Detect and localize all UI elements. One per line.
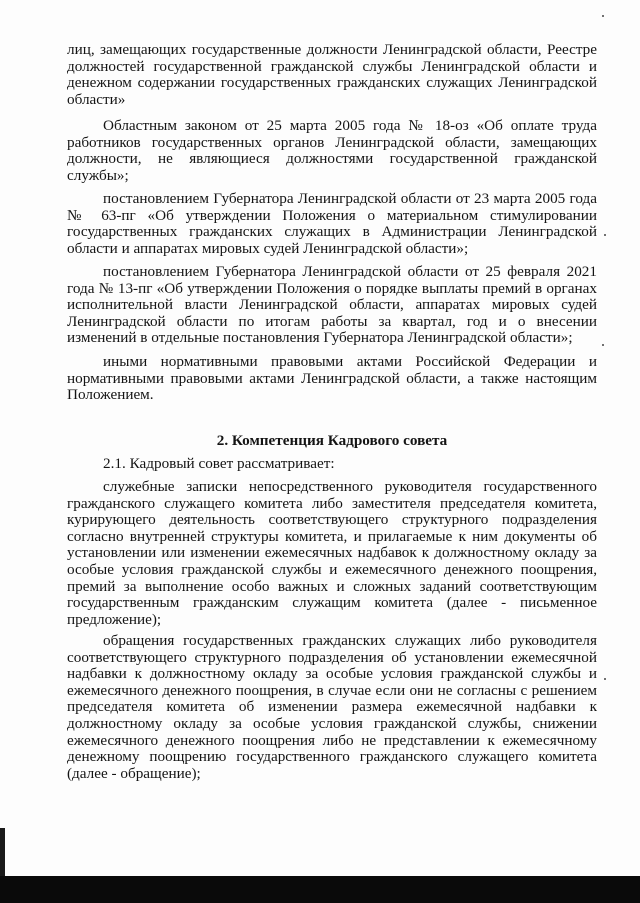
section-heading: 2. Компетенция Кадрового совета — [216, 432, 448, 449]
scan-bottom-shadow — [0, 876, 640, 903]
paragraph-appeals: обращения государственных гражданских служащих либо руководителя соответствующего структурного подразделения об установлении ежемесячной надбавки к должностному окладу за особые условия гражданской службы и ежемесячного денежного поощрения, в случае если они не согласны с решением председателя комитета об изменении размера ежемесячной надбавки к должностному окладу за особые условия гражданской службы, снижении ежемесячного денежного поощрения либо не представлении к ежемесячному денежному поощрению государственного гражданского служащего комитета (далее - обращение); — [67, 632, 597, 782]
scan-speck — [602, 344, 604, 346]
scan-speck — [604, 234, 606, 236]
paragraph-governor-decree-13: постановлением Губернатора Ленинградской области от 25 февраля 2021 года № 13-пг «Об утверждении Положения о порядке выплаты премий в органах исполнительной власти Ленинградской области, аппаратах мировых судей Ленинградской области по итогам работы за квартал, год и о внесении изменений в отдельные постановления Губернатора Ленинградской области»; — [67, 263, 597, 347]
scan-speck — [602, 15, 604, 17]
paragraph-continuation: лиц, замещающих государственные должности Ленинградской области, Реестре должностей государственной гражданской службы Ленинградской области и денежном содержании государственных гражданских служащих Ленинградской области» — [67, 41, 597, 108]
scan-speck — [604, 678, 606, 680]
scan-edge-shadow — [0, 828, 5, 878]
paragraph-clause-2-1: 2.1. Кадровый совет рассматривает: — [103, 455, 335, 472]
paragraph-governor-decree-63: постановлением Губернатора Ленинградской области от 23 марта 2005 года № 63-пг «Об утверждении Положения о материальном стимулировании государственных гражданских служащих в Администрации Ленинградской области и аппаратах мировых судей Ленинградской области»; — [67, 190, 597, 257]
paragraph-other-acts: иными нормативными правовыми актами Российской Федерации и нормативными правовыми актами Ленинградской области, а также настоящим Положением. — [67, 353, 597, 404]
paragraph-service-notes: служебные записки непосредственного руководителя государственного гражданского служащего комитета либо заместителя председателя комитета, курирующего деятельность соответствующего структурного подразделения согласно внутренней структуры комитета, и прилагаемые к ним документы об установлении или изменении ежемесячных надбавок к должностному окладу за особые условия гражданской службы и ежемесячного денежного поощрения, премий за выполнение особо важных и сложных заданий соответствующим государственным гражданским служащим комитета (далее - письменное предложение); — [67, 478, 597, 628]
paragraph-regional-law: Областным законом от 25 марта 2005 года № 18-оз «Об оплате труда работников государственных органов Ленинградской области, замещающих должности, не являющиеся должностями государственной гражданской службы»; — [67, 117, 597, 184]
